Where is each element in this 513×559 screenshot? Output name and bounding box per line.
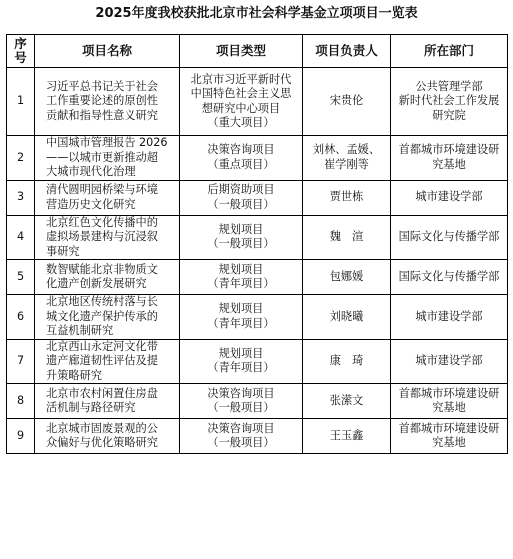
cell-project-name [35,295,180,340]
cell-text-line: 想研究中心项目 [201,101,281,115]
cell-project-leader [303,295,391,340]
cell-text-line: （青年项目） [207,361,275,375]
cell-text-line: 中国特色社会主义思 [190,87,292,100]
cell-text-line: 新时代社会工作发展 [398,94,500,108]
cell-text-line: 活机制与路径研究 [46,401,136,414]
cell-text-line: 后期资助项目 [207,183,275,196]
cell-text-line: 规划项目 [218,262,264,276]
cell-text-line: 首都城市环境建设研 [398,143,500,157]
cell-project-type [180,384,303,419]
cell-project-leader [303,260,391,295]
cell-text-line: 规划项目 [218,302,264,316]
cell-project-name [35,68,180,136]
cell-text-line: （一般项目） [207,401,275,414]
cell-project-type [180,68,303,136]
table-row [7,260,508,295]
table-row [7,384,508,419]
table-row [7,136,508,181]
cell-text-line: 营造历史文化研究 [46,197,136,211]
cell-text-line: 习近平总书记关于社会 [46,79,158,93]
cell-no: 1 [7,68,35,136]
cell-text-line: 城市建设学部 [415,309,483,323]
cell-text-line: 事研究 [46,244,80,258]
cell-text-line: 数智赋能北京非物质文 [46,262,158,276]
cell-project-name [35,215,180,260]
cell-no: 9 [7,419,35,454]
cell-text-line: 大城市现代化治理 [46,165,136,178]
cell-text-line: （一般项目） [207,436,275,449]
header-project-leader: 项目负责人 [303,35,391,68]
cell-text-line: 张潆文 [329,393,364,407]
table-row [7,68,508,136]
cell-text-line: 规划项目 [218,346,264,360]
cell-text-line: 城市建设学部 [415,190,483,204]
cell-text-line: （重点项目） [207,157,275,171]
cell-text-line: 决策咨询项目 [207,386,275,400]
cell-project-leader [303,419,391,454]
cell-text-line: 北京市习近平新时代 [190,72,292,86]
cell-project-type [180,215,303,260]
cell-project-name [35,180,180,215]
cell-text-line: 康 琦 [329,354,364,367]
cell-text-line: 研究院 [432,108,466,122]
projects-table [6,34,508,454]
cell-project-name [35,260,180,295]
cell-text-line: 王玉鑫 [329,428,364,442]
cell-text-line: 贾世栋 [329,190,364,204]
cell-no: 5 [7,260,35,295]
table-row [7,180,508,215]
cell-department [391,339,508,384]
cell-text-line: （青年项目） [207,316,275,330]
cell-text-line: 决策咨询项目 [207,421,275,435]
cell-text-line: 究基地 [432,401,466,414]
cell-project-leader [303,68,391,136]
cell-text-line: 规划项目 [218,222,264,236]
cell-text-line: 刘晓曦 [329,309,364,323]
cell-text-line: 国际文化与传播学部 [398,230,500,243]
cell-project-type [180,136,303,181]
cell-text-line: 包娜媛 [329,269,364,283]
cell-no: 2 [7,136,35,181]
cell-text-line: 究基地 [432,157,466,171]
cell-no: 6 [7,295,35,340]
cell-text-line: 清代圆明园桥梁与环境 [46,183,158,196]
cell-text-line: 刘林、孟媛、 [312,143,381,157]
cell-project-leader [303,180,391,215]
cell-department [391,180,508,215]
cell-project-type [180,180,303,215]
cell-text-line: （重大项目） [207,116,275,129]
table-row [7,295,508,340]
cell-text-line: 众偏好与优化策略研究 [46,436,158,449]
table-header-row [7,35,508,68]
cell-project-leader [303,136,391,181]
cell-no: 3 [7,180,35,215]
cell-text-line: 北京城市固废景观的公 [46,421,158,435]
cell-department [391,215,508,260]
cell-project-type [180,339,303,384]
cell-project-leader [303,339,391,384]
cell-no: 7 [7,339,35,384]
document-title: 2025年度我校获批北京市社会科学基金立项项目一览表 [95,6,418,21]
cell-text-line: 决策咨询项目 [207,143,275,157]
cell-text-line: 工作重要论述的原创性 [46,94,158,108]
cell-text-line: （一般项目） [207,197,275,211]
cell-text-line: 北京西山永定河文化带 [46,339,158,353]
table-row [7,419,508,454]
cell-project-type [180,260,303,295]
cell-text-line: 化遗产创新发展研究 [46,277,147,290]
cell-project-leader [303,384,391,419]
cell-text-line: 城文化遗产保护传承的 [46,309,158,323]
cell-text-line: 北京红色文化传播中的 [46,215,158,229]
cell-text-line: 宋贵伦 [329,94,364,108]
cell-department [391,419,508,454]
cell-no: 4 [7,215,35,260]
cell-text-line: 崔学刚等 [324,157,369,171]
cell-department [391,295,508,340]
cell-text-line: （一般项目） [207,237,275,251]
cell-text-line: 中国城市管理报告 2026 [46,136,168,149]
cell-project-name [35,339,180,384]
cell-text-line: 国际文化与传播学部 [398,269,500,283]
cell-text-line: 北京市农村闲置住房盘 [46,386,158,400]
cell-text-line: 首都城市环境建设研 [398,386,500,400]
table-row [7,215,508,260]
cell-text-line: 贡献和指导性意义研究 [46,108,158,122]
cell-text-line: 虚拟场景建构与沉浸叙 [46,230,158,243]
cell-project-type [180,419,303,454]
cell-text-line: ——以城市更新推动超 [46,150,158,164]
header-department: 所在部门 [391,35,508,68]
cell-text-line: 公共管理学部 [415,79,483,93]
cell-text-line: 互益机制研究 [46,324,114,337]
cell-text-line: 北京地区传统村落与长 [46,295,158,308]
cell-text-line: 城市建设学部 [415,354,483,367]
cell-department [391,136,508,181]
table-body [7,68,508,454]
cell-text-line: 魏 渲 [329,230,364,243]
cell-department [391,260,508,295]
cell-text-line: 首都城市环境建设研 [398,421,500,435]
cell-text-line: 遗产廊道韧性评估及提 [46,354,158,367]
cell-project-name [35,419,180,454]
cell-text-line: 升策略研究 [46,368,102,382]
header-project-name: 项目名称 [35,35,180,68]
header-no: 序号 [7,35,35,68]
cell-no: 8 [7,384,35,419]
cell-text-line: 究基地 [432,436,466,449]
cell-project-type [180,295,303,340]
cell-project-leader [303,215,391,260]
header-project-type: 项目类型 [180,35,303,68]
cell-project-name [35,136,180,181]
cell-text-line: （青年项目） [207,277,275,290]
cell-department [391,384,508,419]
cell-department [391,68,508,136]
cell-project-name [35,384,180,419]
table-row [7,339,508,384]
